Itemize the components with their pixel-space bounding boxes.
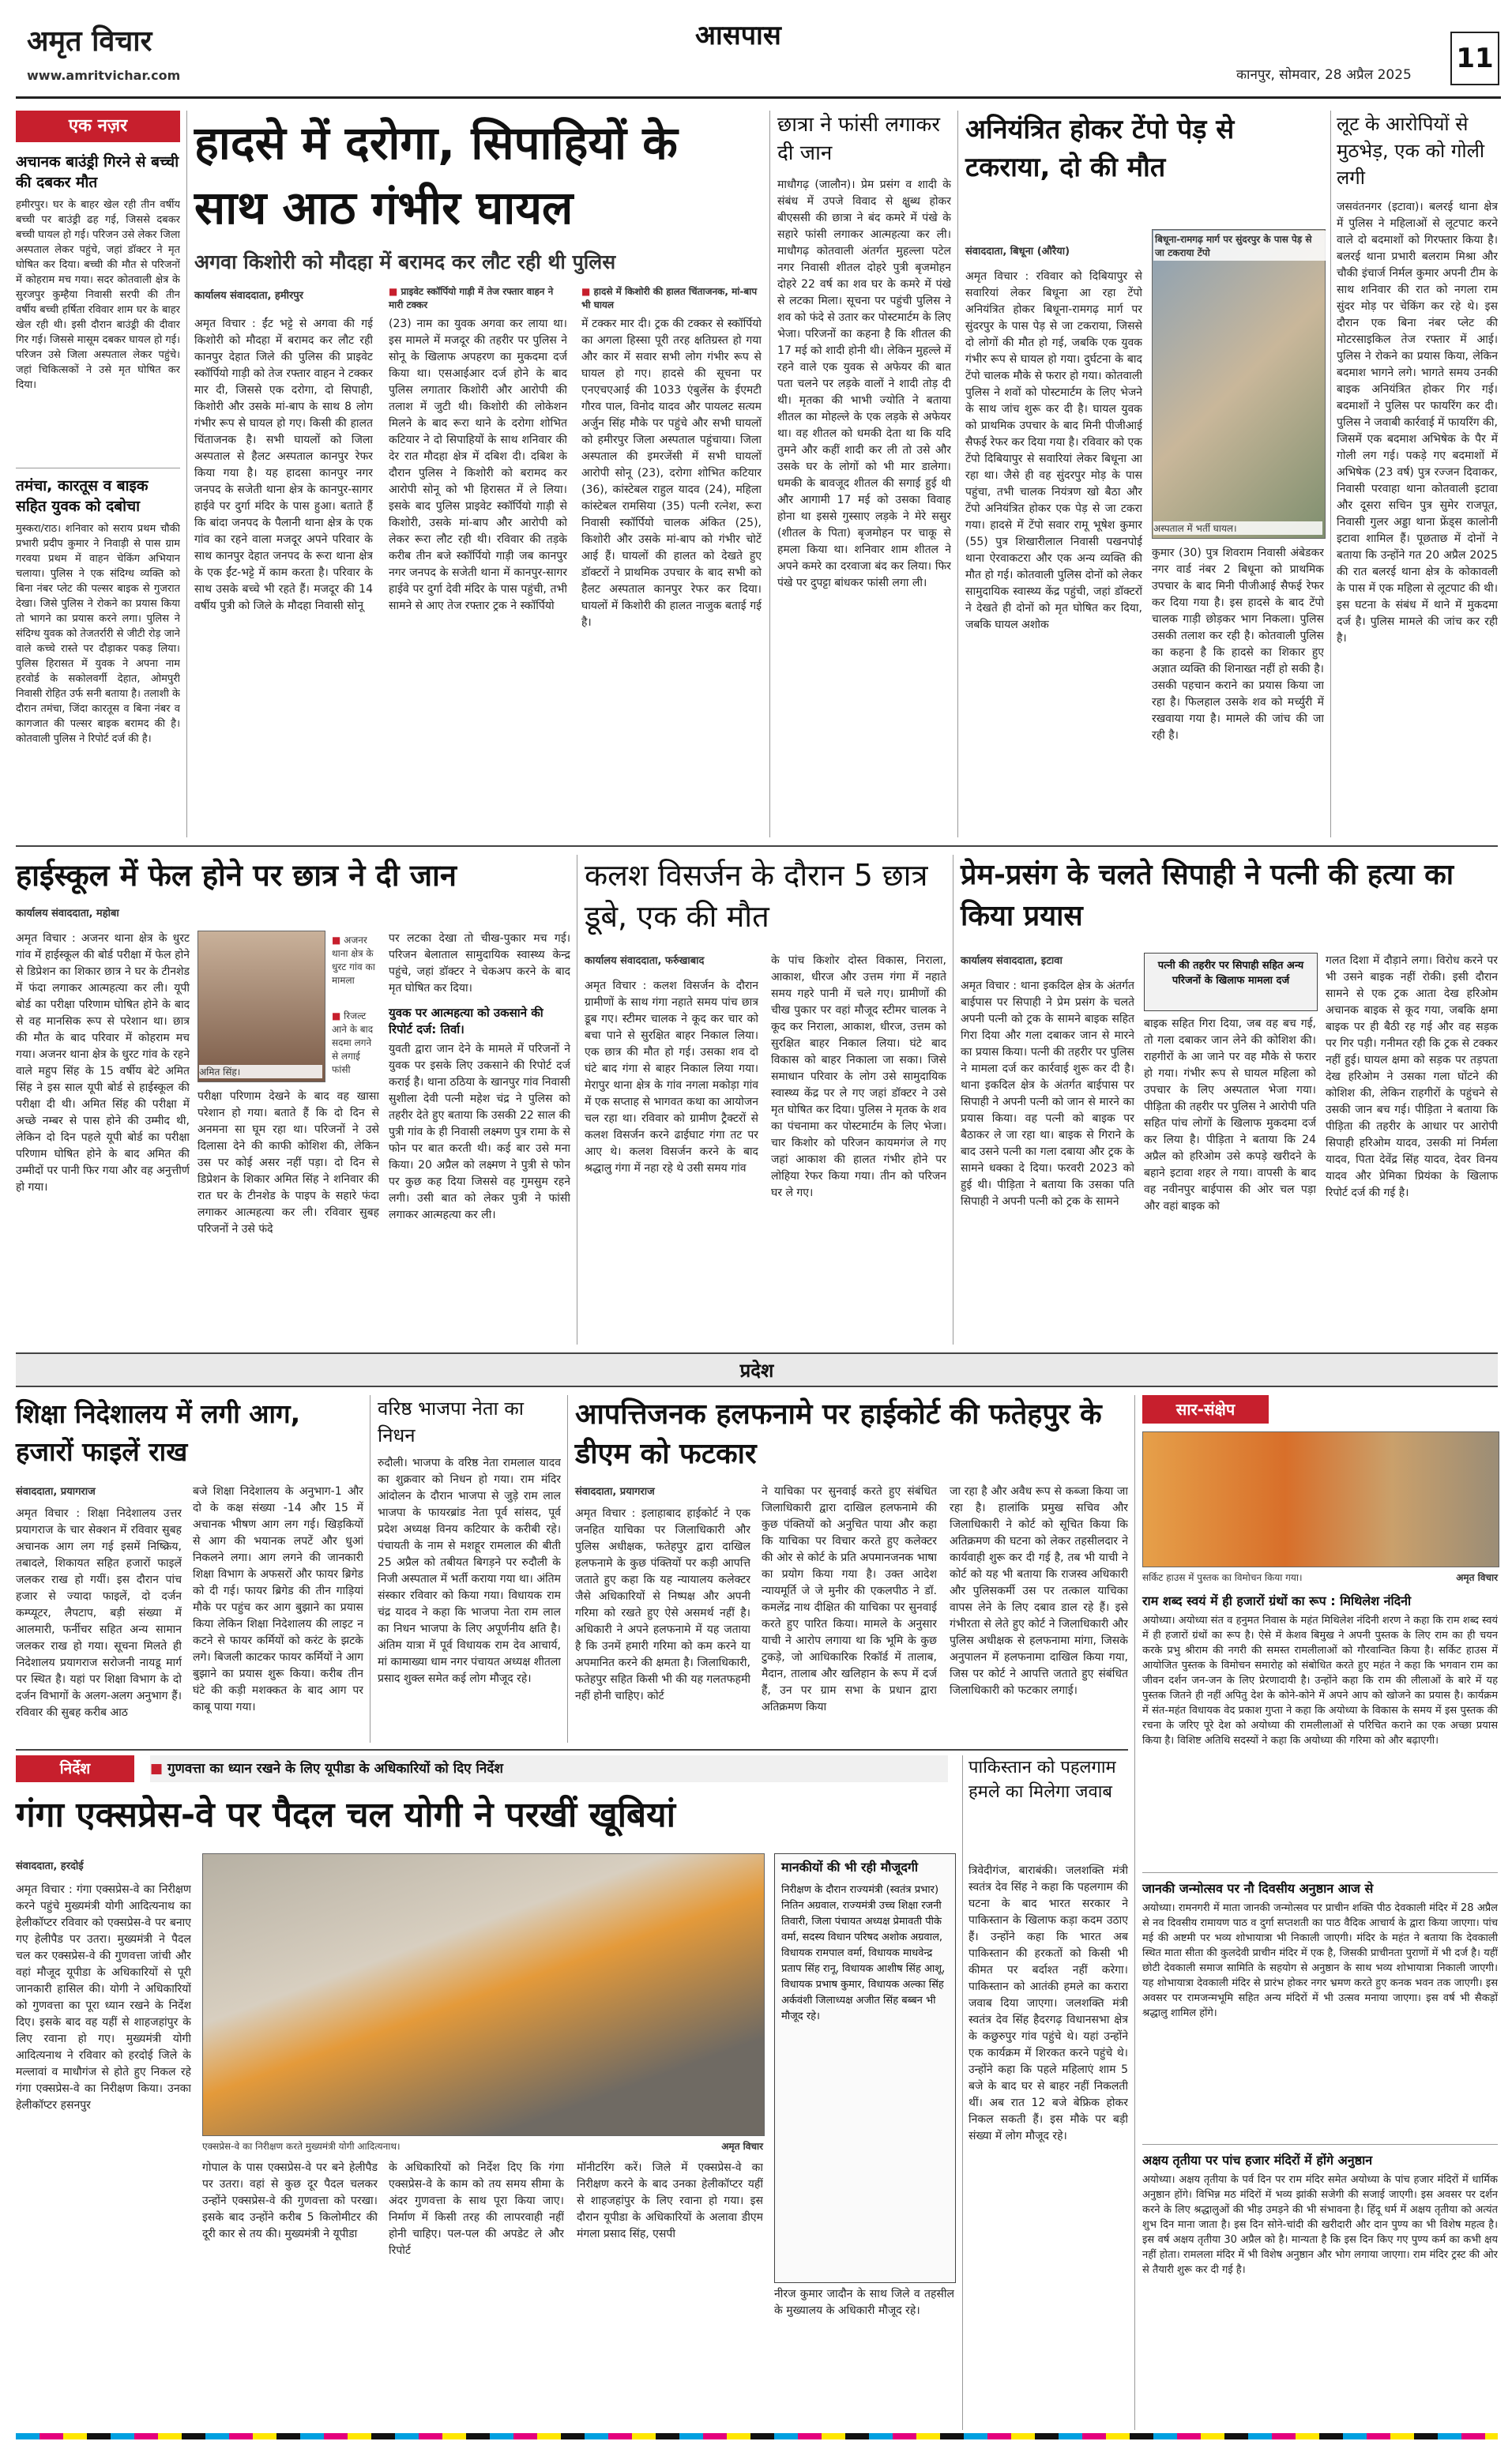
- saar-label: सार-संक्षेप: [1142, 1395, 1269, 1424]
- chhatra-divider: [957, 111, 958, 837]
- nirdesh-divider: [962, 1755, 963, 2430]
- kalash-byline: कार्यालय संवाददाता, फर्रुखाबाद: [585, 955, 705, 967]
- nirdesh-col-2: गोपाल के पास एक्सप्रेस-वे पर बने हेलीपैड पर उतरा। वहां से कुछ दूर पैदल चलकर उन्होंने एक्सप्रेस-वे की गुणवत्ता को परखा। इसके बाद उन्होंने करीब 5 किलोमीटर की दूरी कार से तय की। मुख्यमंत्री ने यूपीडा: [202, 2161, 378, 2240]
- nirdesh-strap: [150, 1755, 948, 1782]
- saar-s2-headline: जानकी जन्मोत्सव पर नौ दिवसीय अनुष्ठान आज से: [1142, 1881, 1374, 1896]
- kalash-col-2: के पांच किशोर दोस्त विकास, निराला, आकाश, धीरज और उत्तम गंगा में नहाते समय गहरे पानी में चले गए। ग्रामीणों की चीख पुकार पर वहां मौजूद स्टीमर चालक ने कूद कर निराला, आकाश, धीरज, उत्तम को सुरक्षित बाहर निकाल लिया। घंटे बाद विकास को बाहर निकाला जा सका। जिसे समाधान परिवार के लोग उसे सामुदायिक स्वास्थ्य केंद्र पर ले गए जहां डॉक्टर ने उसे मृत घोषित कर दिया। पुलिस ने मृतक के शव का पंचनामा कर पोस्टमार्टम के लिए भेजा। चार किशोर को परिजन कायमगंज ले गए जहां आकाश की हालत गंभीर होने पर लोहिया रेफर किया गया। तीन को परिजन घर ले गए।: [771, 954, 946, 1199]
- tempo-photo: [1152, 229, 1326, 539]
- tempo-headline: अनियंत्रित होकर टेंपो पेड़ से टकराया, दो की मौत: [965, 114, 1235, 183]
- tempo-story: [965, 111, 1324, 837]
- ek-nazar-item2-headline: तमंचा, कारतूस व बाइक सहित युवक को दबोचा: [16, 477, 149, 515]
- pradesh-label: प्रदेश: [739, 1360, 774, 1382]
- bhajpa-headline: वरिष्ठ भाजपा नेता का निधन: [378, 1397, 525, 1446]
- halafnama-headline: आपत्तिजनक हलफनामे पर हाईकोर्ट की फतेहपुर के डीएम को फटकार: [575, 1398, 1102, 1470]
- shiksha-byline: संवाददाता, प्रयागराज: [16, 1486, 96, 1498]
- highschool-col-1: अमृत विचार : अजनर थाना क्षेत्र के धुरट गांव में हाईस्कूल की बोर्ड परीक्षा में फेल होने से डिप्रेशन का शिकार छात्र ने घर के टीनशेड में फंदा लगाकर आत्महत्या कर ली। यूपी बोर्ड का परीक्षा परिणाम घोषित होने के बाद से वह मानसिक रूप से परेशान था। छात्र की मौत के बाद परिवार में कोहराम मच गया। अजनर थाना क्षेत्र के धुरट गांव के रहने वाले महुप सिंह के 15 वर्षीय बेटे अमित सिंह ने इस साल यूपी बोर्ड से हाईस्कूल की परीक्षा दी थी। अमित सिंह की परीक्षा में अच्छे नम्बर से पास होने की उम्मीद थी, लेकिन दो दिन पहले यूपी बोर्ड का परीक्षा परिणाम घोषित होने के बाद अमित की उम्मीदों पर पानी फिर गया और वह अनुत्तीर्ण हो गया।: [16, 932, 190, 1194]
- loot-headline: लूट के आरोपियों से मुठभेड़, एक को गोली लगी: [1337, 113, 1485, 189]
- lead-col-2: (23) नाम का युवक अगवा कर लाया था। इस मामले में मजदूर की तहरीर पर पुलिस ने सोनू के खिलाफ अपहरण का मुकदमा दर्ज किया था। एसआईआर दर्ज होने के बाद पुलिस लगातार किशोरी और आरोपी की तलाश में जुटी थी। किशोरी की लोकेशन मिलने के बाद रूरा थाने के दरोगा शोभित कटियार ने दो सिपाहियों के साथ शनिवार की देर रात मौदहा क्षेत्र में दबिश दी। दबिश के दौरान पुलिस ने किशोरी को बरामद कर आरोपी सोनू को भी हिरासत में ले लिया। इसके बाद पुलिस प्राइवेट स्कॉर्पियो गाड़ी से किशोरी, उसके मां-बाप और आरोपी को लेकर रूरा लौट रही थी। रविवार की तड़के करीब तीन बजे स्कॉर्पियो गाड़ी जब कानपुर नगर जनपद के सजेती थाना में कानपुर-सागर हाईवे पर दुर्गा देवी मंदिर के पास पहुंची, तभी सामने से आए तेज रफ्तार ट्रक ने स्कॉर्पियो: [389, 318, 567, 612]
- dateline: कानपुर, सोमवार, 28 अप्रैल 2025: [1236, 67, 1412, 83]
- saar-s1-headline: राम शब्द स्वयं में ही हजारों ग्रंथों का रूप : मिथिलेश नंदिनी: [1142, 1593, 1412, 1608]
- bhajpa-divider: [567, 1395, 568, 1743]
- highschool-col-3a: पर लटका देखा तो चीख-पुकार मच गई। परिजन बेलाताल सामुदायिक स्वास्थ्य केन्द्र पहुंचे, जहां डॉक्टर ने चेकअप करने के बाद मृत घोषित कर दिया।: [389, 932, 570, 995]
- nirdesh-col-3: के अधिकारियों को निर्देश दिए कि गंगा एक्सप्रेस-वे के काम को तय समय सीमा के अंदर गुणवत्ता के साथ पूरा किया जाए। निर्माण में किसी तरह की लापरवाही नहीं होनी चाहिए। पल-पल की अपडेट ले और रिपोर्ट: [389, 2161, 564, 2257]
- nirdesh-story: [16, 1755, 956, 2430]
- bhajpa-body: रुदौली। भाजपा के वरिष्ठ नेता रामलाल यादव का शुक्रवार को निधन हो गया। राम मंदिर आंदोलन के दौरान भाजपा से जुड़े राम लाल भाजपा के फायरब्रांड नेता पूर्व सांसद, पूर्व प्रदेश अध्यक्ष विनय कटियार के करीबी रहे। पंचायती के नाम से मशहूर रामलाल की बीती 25 अप्रैल को तबीयत बिगड़ने पर रुदौली के निजी अस्पताल में भर्ती कराया गया था। अंतिम संस्कार रविवार को किया गया। विधायक राम चंद्र यादव ने कहा कि भाजपा नेता राम लाल का निधन भाजपा के लिए अपूर्णनीय क्षति है। अंतिम यात्रा में पूर्व विधायक राम देव आचार्य, मां कामाख्या धाम नगर पंचायत अध्यक्ष शीतला प्रसाद शुक्ल समेत कई लोग मौजूद रहे।: [378, 1457, 561, 1685]
- halafnama-divider: [1134, 1395, 1135, 2430]
- prem-col-3: गलत दिशा में दौड़ाने लगा। विरोध करने पर भी उसने बाइक नहीं रोकी। इसी दौरान सामने से एक ट्रक आता देख हरिओम अचानक बाइक से कूद गया, जबकि क्षमा बाइक पर ही बैठी रह गई और वह सड़क पर गिर पड़ी। गनीमत रही कि ट्रक से टक्कर नहीं हुई। घायल क्षमा को सड़क पर तड़पता देख हरिओम ने उसका गला घोंटने की कोशिश की, लेकिन राहगीरों के पहुंचने से उसकी जान बच गई। पीड़िता ने बताया कि पीड़िता की तहरीर के आधार पर आरोपी सिपाही हरिओम यादव, उसकी मां निर्मला यादव, पिता देवेंद्र सिंह यादव, देवर विनय यादव और प्रेमिका प्रियंका के खिलाफ रिपोर्ट दर्ज की गई है।: [1326, 954, 1498, 1199]
- nirdesh-box-headline: मानकीयों की भी रही मौजूदगी: [781, 1860, 918, 1875]
- bullet-icon: ■: [581, 286, 594, 297]
- lead-caption-1: [389, 284, 562, 311]
- saar-s3-headline: अक्षय तृतीया पर पांच हजार मंदिरों में होंगे अनुष्ठान: [1142, 2153, 1373, 2168]
- halafnama-story: [575, 1395, 1128, 1743]
- highschool-subhead: युवक पर आत्महत्या को उकसाने की रिपोर्ट दर्ज: तिर्वा।: [389, 1006, 543, 1036]
- ek-nazar-label: एक नज़र: [16, 111, 180, 142]
- nirdesh-col-4: मॉनीटरिंग करें। जिले में एक्सप्रेस-वे का निरीक्षण करने के बाद उनका हेलीकॉप्टर यहीं से शाहजहांपुर के लिए रवाना हो गया। इस दौरान यूपीडा के अधिकारियों के अलावा डीएम मंगला प्रसाद सिंह, एसपी: [577, 2161, 763, 2240]
- highschool-side-note-1-text: अजनर थाना क्षेत्र के धुरट गांव का मामला: [332, 935, 375, 986]
- nirdesh-strap-text: गुणवत्ता का ध्यान रखने के लिए यूपीडा के अधिकारियों को दिए निर्देश: [167, 1761, 503, 1777]
- highschool-col-2: परीक्षा परिणाम देखने के बाद वह खासा परेशान हो गया। बताते हैं कि दो दिन से अनमना सा घूम रहा था। परिजनों ने उसे दिलासा देने की काफी कोशिश की, लेकिन उस पर कोई असर नहीं पड़ा। दो दिन से डिप्रेशन के शिकार अमित सिंह ने शनिवार की रात घर के टीनशेड के पाइप के सहारे फंदा लगाकर आत्महत्या कर ली। रविवार सुबह परिजनों ने उसे फंदे: [197, 1090, 379, 1236]
- halafnama-col-1: अमृत विचार : इलाहाबाद हाईकोर्ट ने एक जनहित याचिका पर जिलाधिकारी और पुलिस अधीक्षक, फतेहपुर द्वारा दाखिल हलफनामे के कुछ पंक्तियों पर कड़ी आपत्ति जताते हुए कहा कि यह न्यायालय कलेक्टर जैसे अधिकारियों से निष्पक्ष और अपनी गरिमा को रखते हुए ऐसे असमर्थ नहीं है। अधिकारी ने अपने हलफनामे में यह जताया है कि उनमें हमारी गरिमा को कम करने या अपमानित करने की क्षमता है। जिलाधिकारी, फतेहपुर सहित किसी भी की यह गलतफहमी नहीं होनी चाहिए। कोर्ट: [575, 1507, 750, 1702]
- highschool-headline: हाईस्कूल में फेल होने पर छात्र ने दी जान: [16, 858, 457, 893]
- masthead-rule: [16, 96, 1501, 99]
- pakistan-headline: पाकिस्तान को पहलगाम हमले का मिलेगा जवाब: [969, 1758, 1116, 1802]
- color-registration-bar: [16, 2433, 1498, 2439]
- shiksha-col-1: अमृत विचार : शिक्षा निदेशालय उत्तर प्रयागराज के चार सेक्शन में रविवार सुबह अचानक आग लग गई इसमें निष्क्रिय, तबादले, शिकायत सहित हजारों फाइलें जलकर राख हो गयीं। इस दौरान पांच हजार से ज्यादा फाइलें, दो दर्जन कम्प्यूटर, लैपटाप, बड़ी संख्या में आलमारी, फर्नीचर सहित अन्य सामान जलकर राख हो गया। सूचना मिलते ही निदेशालय प्रयागराज सरोजनी नायडू मार्ग पर स्थित है। यहां पर शिक्षा विभाग के दो दर्जन विभागों के अलग-अलग अनुभाग हैं। रविवार की सुबह करीब आठ: [16, 1507, 182, 1719]
- highschool-side-note-2: [332, 1010, 379, 1077]
- ek-nazar-item2-body: मुस्करा/राठ। शनिवार को सराय प्रथम चौकी प्रभारी प्रदीप कुमार ने निवाड़ी से पास ग्राम गरवया प्रथम में वाहन चेकिंग अभियान चलाया। पुलिस ने एक संदिग्ध व्यक्ति को बिना नंबर प्लेट की पल्सर बाइक से गुजरात देखा। जिसे पुलिस ने रोकने का प्रयास किया तो भागने का प्रयास करने लगा। पुलिस ने संदिग्ध युवक को तेजतर्रारी से जीटी रोड़ जाने वाले कच्चे रास्ते पर दौड़ाकर पकड़ लिया। पुलिस हिरासत में युवक ने अपना नाम हरवोर्ड के सकोलवर्गी देहात, ओमपुरी निवासी रोहित उर्फ सनी बताया है। तलाशी के दौरान तमंचा, जिंदा कारतूस व बिना नंबर व कागजात की पल्सर बाइक बरामद की है। कोतवाली पुलिस ने रिपोर्ट दर्ज की है।: [16, 523, 180, 745]
- lead-divider: [769, 111, 770, 837]
- site-url[interactable]: www.amritvichar.com: [27, 68, 181, 83]
- section-rule-1: [16, 845, 1498, 847]
- prem-story: [961, 855, 1498, 1345]
- kalash-col-1: अमृत विचार : कलश विसर्जन के दौरान ग्रामीणों के साथ गंगा नहाते समय पांच छात्र डूब गए। स्टीमर चालक ने कूद कर चार को बचा पाने से सुरक्षित बाहर निकाल लिया। एक छात्र की मौत हो गई। उसका शव दो घंटे बाद गंगा से बाहर निकाल लिया गया। मेरापुर थाना क्षेत्र के गांव नगला मकोड़ा गांव में एक सप्ताह से भागवत कथा का आयोजन चल रहा था। रविवार को ग्रामीण ट्रैक्टरों से कलश विसर्जन करने ढाईघाट गंगा तट पर आए थे। कलश विसर्जन करने के बाद श्रद्धालु गंगा में नहा रहे थे उसी समय गांव: [585, 980, 758, 1175]
- bhajpa-story: [378, 1395, 561, 1743]
- kalash-story: [585, 855, 946, 1345]
- highschool-photo-caption: अमित सिंह।: [199, 1065, 322, 1078]
- tempo-photo-caption: बिधूना-रामगढ़ मार्ग पर सुंदरपुर के पास पेड़ से जा टकराया टेंपो: [1153, 231, 1326, 261]
- section-rule-2: [16, 1749, 1128, 1751]
- section-title: आसपास: [695, 20, 781, 51]
- lead-caption-1-text: प्राइवेट स्कॉर्पियो गाड़ी में तेज रफ्तार वाहन ने मारी टक्कर: [389, 286, 554, 310]
- brand-logo: अमृत विचार: [27, 25, 152, 58]
- lead-col-1: अमृत विचार : ईंट भट्टे से अगवा की गई किशोरी को मौदहा में बरामद कर लौट रही कानपुर देहात जिले की पुलिस की प्राइवेट स्कॉर्पियो गाड़ी को तेज रफ्तार वाहन ने टक्कर मार दी, जिससे एक दरोगा, दो सिपाही, किशोरी और उसके मां-बाप के साथ 8 लोग गंभीर रूप से घायल हो गए। किसी की हालत चिंताजनक है। सभी घायलों को जिला अस्पताल से हैलट अस्पताल कानपुर रेफर किया गया है। यह हादसा कानपुर नगर जनपद के सजेती थाना क्षेत्र के कानपुर-सागर हाईवे पर दुर्गा मंदिर के पास हुआ। बताते हैं कि बांदा जनपद के पैलानी थाना क्षेत्र के एक गांव का रहने वाला मजदूर अपने परिवार के साथ कानपुर देहात जनपद के रूरा थाना क्षेत्र के एक ईंट-भट्टे में काम करता है। परिवार के साथ उसके बच्चे भी रहते हैं। मजदूर की 14 वर्षीय पुत्री को जिले के मौदहा निवासी सोनू: [194, 318, 373, 612]
- halafnama-col-3: जा रहा है और अवैध रूप से कब्जा किया जा रहा है। हालांकि प्रमुख सचिव और जिलाधिकारी ने कोर्ट को सूचित किया कि अतिक्रमण की घटना को लेकर तहसीलदार ने कार्यवाही शुरू कर दी गई है, तब भी याची ने कोर्ट को यह भी बताया कि राजस्व अधिकारी और पुलिसकर्मी उस पर तत्काल याचिका वापस लेने के लिए दबाव डाल रहे हैं। इसे गंभीरता से लेते हुए कोर्ट ने जिलाधिकारी और पुलिस अधीक्षक से हलफनामा मांगा, जिसके अनुपालन में हलफनामा दाखिल किया गया, जिस पर कोर्ट ने आपत्ति जताते हुए संबंधित जिलाधिकारी को फटकार लगाई।: [950, 1485, 1128, 1697]
- nirdesh-photo-credit: अमृत विचार: [721, 2141, 763, 2152]
- highschool-col-3b: युवती द्वारा जान देने के मामले में परिजनों ने युवक पर इसके लिए उकसाने की रिपोर्ट दर्ज कराई है। थाना ठठिया के खानपुर गांव निवासी सुशीला देवी पत्नी महेश चंद्र ने पुलिस को तहरीर देते हुए बताया कि उसकी 22 साल की पुत्री गांव के ही निवासी लक्ष्मण पुत्र रामा के से फोन पर बात करती थी। कई बार उसे मना किया। 20 अप्रैल को लक्ष्मण ने पुत्री से फोन पर कुछ कह दिया जिससे वह गुमसुम रहने लगी। उसी बात को लेकर पुत्री ने फांसी लगाकर आत्महत्या कर ली।: [389, 1043, 570, 1221]
- bullet-icon: ■: [332, 1010, 344, 1021]
- nirdesh-box-body: निरीक्षण के दौरान राज्यमंत्री (स्वतंत्र प्रभार) नितिन अग्रवाल, राज्यमंत्री उच्च शिक्षा रजनी तिवारी, जिला पंचायत अध्यक्ष प्रेमावती पीके वर्मा, सदस्य विधान परिषद अशोक अग्रवाल, विधायक रामपाल वर्मा, विधायक माधवेन्द्र प्रताप सिंह रानू, विधायक आशीष सिंह आशू, विधायक प्रभाष कुमार, विधायक अल्का सिंह अर्कवंशी जिलाध्यक्ष अजीत सिंह बब्बन भी मौजूद रहे।: [781, 1884, 946, 2022]
- prem-col-1: अमृत विचार : थाना इकदिल क्षेत्र के अंतर्गत बाईपास पर सिपाही ने प्रेम प्रसंग के चलते अपनी पत्नी को ट्रक के सामने बाइक सहित गिरा दिया और गला दबाकर जान से मारने का प्रयास किया। पत्नी की तहरीर पर पुलिस ने मामला दर्ज कर कार्रवाई शुरू कर दी है। थाना इकदिल क्षेत्र के अंतर्गत बाईपास पर सिपाही ने अपनी पत्नी को जान से मारने का प्रयास किया। वह पत्नी को बाइक पर बैठाकर ले जा रहा था। बाइक से गिराने के बाद उसने पत्नी का गला दबाया और ट्रक के सामने धक्का दे दिया। फरवरी 2023 को हुई थी। पीड़िता ने बताया कि उसका पति सिपाही ने अपनी पत्नी को ट्रक के सामने: [961, 980, 1134, 1208]
- shiksha-headline: शिक्षा निदेशालय में लगी आग, हजारों फाइलें राख: [16, 1398, 301, 1467]
- nirdesh-label: निर्देश: [16, 1755, 134, 1782]
- chhatra-story: [777, 111, 951, 837]
- pradesh-band: [16, 1352, 1498, 1387]
- pakistan-body: त्रिवेदीगंज, बाराबंकी। जलशक्ति मंत्री स्वतंत्र देव सिंह ने कहा कि पहलगाम की घटना के बाद भारत सरकार ने पाकिस्तान के खिलाफ कड़ा कदम उठाए हैं। उन्होंने कहा कि भारत अब पाकिस्तान की हरकतों को किसी भी कीमत पर बर्दाश्त नहीं करेगा। पाकिस्तान को आतंकी हमले का करारा जवाब दिया जाएगा। जलशक्ति मंत्री स्वतंत्र देव सिंह हैदरगढ़ विधानसभा क्षेत्र के कछुरुपुर गांव पहुंचे थे। यहां उन्होंने एक कार्यक्रम में शिरकत करने पहुंचे थे। उन्होंने कहा कि पहले महिलाएं शाम 5 बजे के बाद घर से बाहर नहीं निकलती थीं। अब रात 12 बजे बेफ्रिक होकर निकल सकती हैं। इस मौके पर बड़ी संख्या में लोग मौजूद रहे।: [969, 1864, 1128, 2142]
- chhatra-headline: छात्रा ने फांसी लगाकर दी जान: [777, 113, 940, 165]
- nirdesh-byline: संवाददाता, हरदोई: [16, 1860, 84, 1872]
- chhatra-body: माधौगढ़ (जालौन)। प्रेम प्रसंग व शादी के संबंध में उपजे विवाद से क्षुब्ध होकर बीएससी की छात्रा ने बंद कमरे में पंखे के सहारे फांसी लगाकर आत्महत्या कर ली। माधौगढ़ कोतवाली अंतर्गत मुहल्ला पटेल नगर निवासी शीतल दोहरे पुत्री बृजमोहन दोहरे 22 वर्ष का शव घर के कमरे में पंखे से लटका मिला। सूचना पर पहुंची पुलिस ने शव को फंदे से उतार कर पोस्टमार्टम के लिए भेजा। परिजनों का कहना है कि शीतल की 17 मई को शादी होनी थी। लेकिन मुहल्ले में रहने वाले एक युवक से अफेयर की बात पता चलने पर लड़के वालों ने शादी तोड़ दी थी। मृतका की भाभी ज्योति ने बताया शीतल का मोहल्ले के एक लड़के से अफेयर था। वह शीतल को धमकी देता था कि यदि तुमने और कहीं शादी कर ली तो उसे और उसके घर के लोगों को भी मार डालेगा। धमकी के बावजूद शीतल की सगाई हुई थी और आगामी 17 मई को उसका विवाह होना था इससे गुस्साए लड़के ने मेरे ससुर (शीतल के पिता) बृजमोहन पर चाकू से हमला किया था। शनिवार शाम शीतल ने अपने कमरे का दरवाजा बंद कर लिया। फिर पंखे पर दुपट्टा बांधकर फांसी लगा ली।: [777, 179, 951, 589]
- nirdesh-headline: गंगा एक्सप्रेस-वे पर पैदल चल योगी ने परखीं खूबियां: [16, 1795, 676, 1835]
- lead-caption-2: [581, 284, 762, 311]
- tempo-divider: [1330, 111, 1331, 837]
- saar-divider-1: [1142, 1872, 1498, 1873]
- page-number: 11: [1450, 32, 1499, 85]
- tempo-byline: संवाददाता, बिधूना (औरैया): [965, 246, 1070, 258]
- nirdesh-photo-caption: एक्सप्रेस-वे का निरीक्षण करते मुख्यमंत्री योगी आदित्यनाथ।: [202, 2141, 401, 2152]
- lead-subhead: अगवा किशोरी को मौदहा में बरामद कर लौट रही थी पुलिस: [194, 250, 616, 273]
- tempo-inset-caption: अस्पताल में भर्ती घायल।: [1153, 521, 1322, 535]
- highschool-story: [16, 855, 570, 1345]
- nirdesh-col-5: नीरज कुमार जादौन के साथ जिले व तहसील के मुख्यालय के अधिकारी मौजूद रहे।: [774, 2288, 954, 2317]
- saar-divider-2: [1142, 2144, 1498, 2145]
- saar-photo-caption: सर्किट हाउस में पुस्तक का विमोचन किया गया।: [1142, 1572, 1303, 1583]
- halafnama-byline: संवाददाता, प्रयागराज: [575, 1486, 655, 1498]
- prem-note-box: [1144, 953, 1318, 1011]
- masthead: [0, 0, 1512, 101]
- nirdesh-photo: [202, 1853, 765, 2136]
- nirdesh-col-1: अमृत विचार : गंगा एक्सप्रेस-वे का निरीक्षण करने पहुंचे मुख्यमंत्री योगी आदित्यनाथ का हेलीकॉप्टर रविवार को एक्सप्रेस-वे पर बनाए गए हेलीपैड पर उतरा। मुख्यमंत्री ने पैदल चल कर एक्सप्रेस-वे की गुणवत्ता जांची और वहां मौजूद यूपीडा के अधिकारियों से पूरी जानकारी हासिल की। योगी ने अधिकारियों को गुणवत्ता का पूरा ध्यान रखने के निर्देश दिए। इसके बाद वह यहीं से शाहजहांपुर के लिए रवाना हो गए। मुख्यमंत्री योगी आदित्यनाथ ने रविवार को हरदोई जिले के मल्लावां व माधौगंज से होते हुए निकल रहे गंगा एक्सप्रेस-वे का निरीक्षण किया। उनका हेलीकॉप्टर हसनपुर: [16, 1883, 191, 2112]
- saar-s3-body: अयोध्या। अक्षय तृतीया के पर्व दिन पर राम मंदिर समेत अयोध्या के पांच हजार मंदिरों में धार्मिक अनुष्ठान होंगे। विभिन्न मठ मंदिरों में भव्य झांकी सजेगी की सजाई जाएगी। इस अवसर पर दर्शन करने के लिए श्रद्धालुओं की भीड़ उमड़ने की भी संभावना है। हिंदू धर्म में अक्षय तृतीया को अत्यंत शुभ दिन माना जाता है। इस दिन सोने-चांदी की खरीदारी और दान पुण्य का भी विशेष महत्व है। इस वर्ष अक्षय तृतीया 30 अप्रैल को है। मान्यता है कि इस दिन किए गए पुण्य कर्म का कभी क्षय नहीं होता। रामलला मंदिर में भी विशेष अनुष्ठान और भोग लगाया जाएगा। राम मंदिर ट्रस्ट की ओर से तैयारी शुरू कर दी गई है।: [1142, 2174, 1498, 2276]
- lead-headline: हादसे में दरोगा, सिपाहियों के साथ आठ गंभीर घायल: [194, 116, 678, 235]
- shiksha-col-2: बजे शिक्षा निदेशालय के अनुभाग-1 और दो के कक्ष संख्या -14 और 15 में अचानक भीषण आग लग गई। खिड़कियों से आग की भयानक लपटें और धुआं निकलने लगा। आग लगने की जानकारी शिक्षा विभाग के अफसरों और फायर ब्रिगेड को दी गई। फायर ब्रिगेड की तीन गाड़ियां मौके पर पहुंच कर आग बुझाने का प्रयास किया लेकिन शिक्षा निदेशालय की लाइट न कटने से फायर कर्मियों को करंट के झटके लगे। बिजली काटकर फायर कर्मियों ने आग बुझाने का प्रयास शुरू किया। करीब तीन घंटे की कड़ी मशक्कत के बाद आग पर काबू पाया गया।: [193, 1485, 363, 1713]
- saar-s1-body: अयोध्या। अयोध्या संत व हनुमत निवास के महंत मिथिलेश नंदिनी शरण ने कहा कि राम शब्द स्वयं में ही हजारों ग्रंथों का रूप है। ऐसे में केशव बिमुख ने अपनी पुस्तक के लिए राम का ही चयन करके प्रभु श्रीराम की नगरी की समस्त रामलीलाओं को गौरवान्वित किया है। सर्किट हाउस में आयोजित पुस्तक के विमोचन समारोह को संबोधित करते हुए महंत ने कहा कि भगवान राम का जीवन दर्शन जन-जन के लिए प्रेरणादायी है। उन्होंने कहा कि राम की लीलाओं के बारे में यह पुस्तक जितने ही नहीं अपितु देश के कोने-कोने में अपने आप को खोजने का प्रयास है। कार्यक्रम में संत-महंत विधायक वेद प्रकाश गुप्ता ने कहा कि अयोध्या के विकास के समय में इस पुस्तक की रचना के जरिए पूरे देश को अयोध्या की रामलीलाओं से परिचित कराने का एक अच्छा प्रयास किया है। विशिष्ट अतिथि सदस्यों ने कहा कि अयोध्या की गरिमा को और बढ़ाएगी।: [1142, 1615, 1498, 1747]
- highschool-photo: [197, 931, 325, 1082]
- saar-s2-body: अयोध्या। रामनगरी में माता जानकी जन्मोत्सव पर प्राचीन शक्ति पीठ देवकाली मंदिर में 28 अप्रैल से नव दिवसीय रामायण पाठ व दुर्गा सप्तशती का पाठ वैदिक आचार्य के द्वारा किया जाएगा। पांच मई की अष्टमी पर भव्य शोभायात्रा भी निकाली जाएगी। मंदिर के महंत ने बताया कि देवकाली स्थित माता सीता की कुलदेवी प्राचीन मंदिर में एक है, जिसकी प्राचीनता पुराणों में भी दर्ज है। यहीं छोटी देवकाली समाज सामिति के सहयोग से अनुष्ठान के साथ भव्य शोभायात्रा निकाली जाएगी। यह शोभायात्रा देवकाली मंदिर से प्रारंभ होकर नगर भ्रमण करते हुए कनक भवन तक जाएगी। इस अवसर पर रामजन्मभूमि सहित अन्य मंदिरों में भी उत्सव मनाया जाएगा। इस वर्ष भी सैकड़ों श्रद्धालु शामिल होंगे।: [1142, 1902, 1498, 2019]
- pakistan-story: [969, 1755, 1128, 2430]
- tempo-col-1: अमृत विचार : रविवार को दिबियापुर से सवारियां लेकर बिधूना आ रहा टेंपो अनियंत्रित होकर बिधूना-रामगढ़ मार्ग पर सुंदरपुर के पास पेड़ से जा टकराया, जिससे दो लोगों की मौत हो गई, जबकि एक युवक गंभीर रूप से घायल हो गया। दुर्घटना के बाद टेंपो चालक मौके से फरार हो गया। कोतवाली पुलिस ने शवों को पोस्टमार्टम के लिए भेजने के साथ जांच शुरू कर दी है। घायल युवक को प्राथमिक उपचार के बाद मिनी पीजीआई सैफई रेफर कर दिया गया है। रविवार को एक टेंपो दिबियापुर से सवारियां लेकर बिधूना आ रहा था। जैसे ही वह सुंदरपुर मोड़ के पास पहुंचा, तभी चालक नियंत्रण खो बैठा और टेंपो अनियंत्रित होकर एक पेड़ से जा टकरा गया। हादसे में टेंपो सवार रामू भूषेश कुमार (55) पुत्र शिखारीलाल निवासी पखनपोई थाना ऐरवाकटरा और एक अन्य व्यक्ति की मौत हो गई। कोतवाली पुलिस दोनों को लेकर सामुदायिक स्वास्थ्य केंद्र पहुंची, जहां डॉक्टरों ने देखते ही दोनों को मृत घोषित कर दिया, जबकि घायल अशोक: [965, 270, 1142, 631]
- ek-nazar-item1-headline: अचानक बाउंड्री गिरने से बच्ची की दबकर मौत: [16, 153, 179, 191]
- saar-photo: [1142, 1431, 1499, 1567]
- prem-headline: प्रेम-प्रसंग के चलते सिपाही ने पत्नी की हत्या का किया प्रयास: [961, 859, 1454, 932]
- sidebar-divider: [186, 111, 187, 837]
- ek-nazar-sidebar: [16, 111, 180, 837]
- loot-body: जसवंतनगर (इटावा)। बलरई थाना क्षेत्र में पुलिस ने महिलाओं से लूटपाट करने वाले दो बदमाशों को गिरफ्तार किया है। बलरई थाना प्रभारी बलराम मिश्रा और चौकी इंचार्ज निर्मल कुमार अपनी टीम के साथ शनिवार की रात को नगला राम सुंदर मोड़ पर चेकिंग कर रहे थे। इस दौरान एक बिना नंबर प्लेट की मोटरसाइकिल तेज रफ्तार में आई। पुलिस ने रोकने का प्रयास किया, लेकिन बदमाश भागने लगे। भागते समय उनकी बाइक अनियंत्रित होकर गिर गई। बदमाशों ने पुलिस पर फायरिंग कर दी। पुलिस ने जवाबी कार्रवाई में फायरिंग की, जिसमें एक बदमाश अभिषेक के पैर में गोली लग गई। पकड़े गए बदमाशों में अभिषेक (23 वर्ष) पुत्र रज्जन दिवाकर, निवासी परवाहा थाना कोतवाली इटावा और दूसरा सचिन पुत्र सुमेर राजपूत, निवासी गुलर अड्डा थाना फ्रेंड्स कालोनी इटावा शामिल हैं। पूछताछ में दोनों ने बताया कि उन्होंने गत 20 अप्रैल 2025 की रात बलरई थाना क्षेत्र के कोकावली के पास में एक महिला से लूटपाट की थी। इस घटना के संबंध में थाने में मुकदमा दर्ज है। पुलिस मामले की जांच कर रही है।: [1337, 201, 1498, 645]
- lead-caption-2-text: हादसे में किशोरी की हालत चिंताजनक, मां-बाप भी घायल: [581, 286, 758, 310]
- nirdesh-box: [774, 1853, 956, 2283]
- highschool-side-note-1: [332, 934, 379, 987]
- bullet-icon: ■: [332, 935, 344, 946]
- prem-byline: कार्यालय संवाददाता, इटावा: [961, 955, 1063, 967]
- highschool-byline: कार्यालय संवाददाता, महोबा: [16, 908, 119, 920]
- bullet-icon: ■: [150, 1761, 167, 1777]
- ek-nazar-item1-body: हमीरपुर। घर के बाहर खेल रही तीन वर्षीय बच्ची पर बाउंड्री ढह गई, जिससे दबकर बच्ची घायल हो गई। परिजन उसे लेकर जिला अस्पताल लेकर पहुंचे, जहां डॉक्टर ने मृत घोषित कर दिया। बच्ची की मौत से परिजनों में कोहराम मच गया। सदर कोतवाली क्षेत्र के सुरजपुर कुम्हैया निवासी सरपी की तीन वर्षीय बच्ची हर्षिता रविवार शाम घर के बाहर खेल रही थी। इसी दौरान बाउंड्री की दीवार गिर गई। जिससे मासूम दबकर घायल हो गई। परिजन उसे जिला अस्पताल लेकर पहुंचे। जहां चिकित्सकों ने उसे मृत घोषित कर दिया।: [16, 199, 180, 391]
- kalash-headline: कलश विसर्जन के दौरान 5 छात्र डूबे, एक की मौत: [585, 858, 928, 934]
- halafnama-col-2: ने याचिका पर सुनवाई करते हुए संबंधित जिलाधिकारी द्वारा दाखिल हलफनामे की कुछ पंक्तियों को अनुचित पाया और कहा कि याचिका पर विचार करते हुए कलेक्टर की ओर से कोर्ट के प्रति अपमानजनक भाषा का प्रयोग किया गया है। उक्त आदेश न्यायमूर्ति जे जे मुनीर की एकलपीठ ने डॉ. कमलेंद्र नाथ दीक्षित की याचिका पर सुनवाई करते हुए पारित किया। मामले के अनुसार याची ने आरोप लगाया था कि भूमि के कुछ टुकड़े, जो आधिकारिक रिकॉर्ड में तालाब, मैदान, तालाब और खलिहान के रूप में दर्ज हैं, उन पर ग्राम सभा के प्रधान द्वारा अतिक्रमण किया: [762, 1485, 937, 1713]
- lead-byline: कार्यालय संवाददाता, हमीरपुर: [194, 290, 303, 302]
- tempo-col-2: कुमार (30) पुत्र शिवराम निवासी अंबेडकर नगर वार्ड नंबर 2 बिधूना को प्राथमिक उपचार के बाद मिनी पीजीआई सैफई रेफर कर दिया गया है। इस हादसे के बाद टेंपो चालक गाड़ी छोड़कर भाग निकला। पुलिस उसकी तलाश कर रही है। कोतवाली पुलिस का कहना है कि हादसे का शिकार हुए अज्ञात व्यक्ति की शिनाख्त नहीं हो सकी है। उसकी पहचान कराने का प्रयास किया जा रहा है। फिलहाल उसके शव को मर्च्युरी में रखवाया गया है। मामले की जांच की जा रही है।: [1152, 547, 1324, 742]
- shiksha-story: [16, 1395, 363, 1743]
- prem-col-2: बाइक सहित गिरा दिया, जब वह बच गई, तो गला दबाकर जान लेने की कोशिश की। राहगीरों के आ जाने पर वह मौके से फरार हो गया। गंभीर रूप से घायल महिला को उपचार के लिए अस्पताल भेजा गया। पीड़िता की तहरीर पर पुलिस ने आरोपी पति सहित पांच लोगों के खिलाफ मुकदमा दर्ज कर लिया है। पीड़िता ने बताया कि 24 अप्रैल को हरिओम उसे कपड़े खरीदने के बहाने इटावा शहर ले गया। वापसी के बाद वह नवीनपुर बाईपास की ओर चल पड़ा और वहां बाइक को: [1144, 1017, 1316, 1213]
- bullet-icon: ■: [389, 286, 401, 297]
- loot-story: [1337, 111, 1498, 837]
- highschool-side-note-2-text: रिजल्ट आने के बाद सदमा लगने से लगाई फांसी: [332, 1010, 374, 1075]
- saar-photo-credit: अमृत विचार: [1456, 1572, 1498, 1583]
- lead-col-3: में टक्कर मार दी। ट्रक की टक्कर से स्कॉर्पियो का अगला हिस्सा पूरी तरह क्षतिग्रस्त हो गया और कार में सवार सभी लोग गंभीर रूप से घायल हो गए। हादसे की सूचना पर एनएचएआई की 1033 एंबुलेंस के ईएमटी गौरव पाल, विनोद यादव और पायलट सत्यम अर्जुन सिंह मौके पर पहुंचे और सभी घायलों को हमीरपुर जिला अस्पताल पहुंचाया। जिला अस्पताल की इमरजेंसी में सभी घायलों आरोपी सोनू (23), दरोगा शोभित कटियार (36), कांस्टेबल राहुल यादव (24), महिला कांस्टेबल रामसिया (35) पत्नी रत्नेश, रूरा निवासी स्कॉर्पियो चालक अंकित (25), किशोरी और उसके मां-बाप को गंभीर चोटें आई हैं। घायलों की हालत को देखते हुए डॉक्टरों ने प्राथमिक उपचार के बाद सभी को हैलट अस्पताल कानपुर रेफर कर दिया। घायलों में किशोरी की हालत नाजुक बताई गई है।: [581, 318, 762, 629]
- lead-story: [194, 111, 763, 837]
- prem-note-text: पत्नी की तहरीर पर सिपाही सहित अन्य परिजनों के खिलाफ मामला दर्ज: [1157, 960, 1304, 987]
- saar-sidebar: [1142, 1395, 1498, 2430]
